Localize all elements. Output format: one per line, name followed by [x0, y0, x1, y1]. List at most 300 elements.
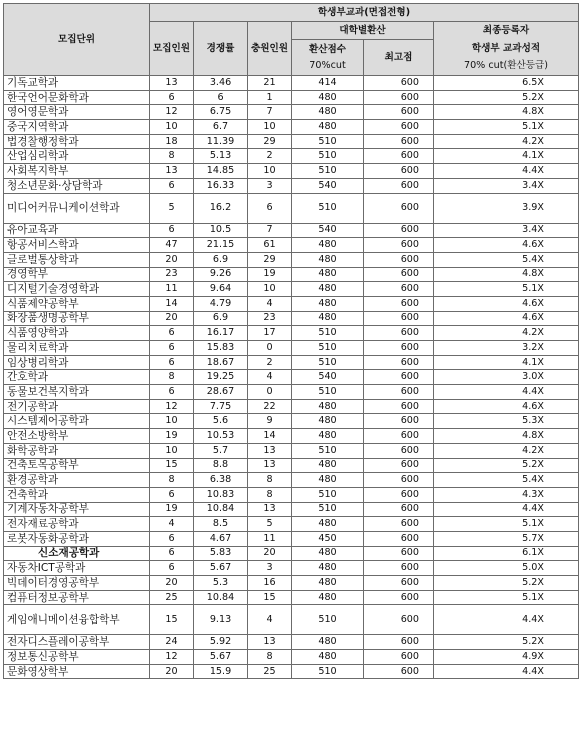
score-cut-cell: 510	[292, 164, 364, 179]
score-cut-cell: 480	[292, 561, 364, 576]
score-cut-cell: 480	[292, 238, 364, 253]
unit-cell: 기독교학과	[4, 76, 150, 91]
table-row	[4, 590, 579, 605]
score-cut-cell: 480	[292, 429, 364, 444]
header-competition: 경쟁률	[194, 22, 248, 76]
score-cut-cell: 480	[292, 252, 364, 267]
max-score-cell: 600	[364, 296, 434, 311]
grade-cell: 5.1X	[434, 282, 579, 297]
grade-cell: 4.2X	[434, 134, 579, 149]
grade-cell: 4.1X	[434, 149, 579, 164]
table-row	[4, 178, 579, 193]
competition-cell: 16.17	[194, 326, 248, 341]
grade-cell: 4.2X	[434, 326, 579, 341]
unit-cell: 유아교육과	[4, 223, 150, 238]
additional-cell: 2	[248, 149, 292, 164]
score-cut-cell: 510	[292, 355, 364, 370]
additional-cell: 1	[248, 90, 292, 105]
score-cut-cell: 480	[292, 296, 364, 311]
recruit-cell: 5	[150, 193, 194, 223]
additional-cell: 10	[248, 282, 292, 297]
recruit-cell: 6	[150, 561, 194, 576]
unit-cell: 사회복지학부	[4, 164, 150, 179]
max-score-cell: 600	[364, 252, 434, 267]
recruit-cell: 19	[150, 429, 194, 444]
competition-cell: 10.5	[194, 223, 248, 238]
admission-results-table	[3, 3, 579, 679]
recruit-cell: 13	[150, 164, 194, 179]
unit-cell: 건축학과	[4, 487, 150, 502]
score-cut-cell: 510	[292, 664, 364, 679]
competition-cell: 5.6	[194, 414, 248, 429]
competition-cell: 9.26	[194, 267, 248, 282]
competition-cell: 8.8	[194, 458, 248, 473]
table-row	[4, 326, 579, 341]
max-score-cell: 600	[364, 429, 434, 444]
unit-cell: 전기공학과	[4, 399, 150, 414]
score-cut-cell: 414	[292, 76, 364, 91]
unit-cell: 신소재공학과	[4, 546, 150, 561]
table-row	[4, 341, 579, 356]
table-row	[4, 635, 579, 650]
table-row	[4, 134, 579, 149]
max-score-cell: 600	[364, 473, 434, 488]
table-row	[4, 149, 579, 164]
score-cut-cell: 480	[292, 282, 364, 297]
table-row	[4, 385, 579, 400]
recruit-cell: 6	[150, 326, 194, 341]
grade-cell: 3.9X	[434, 193, 579, 223]
recruit-cell: 11	[150, 282, 194, 297]
recruit-cell: 6	[150, 341, 194, 356]
max-score-cell: 600	[364, 223, 434, 238]
max-score-cell: 600	[364, 576, 434, 591]
table-row	[4, 164, 579, 179]
grade-cell: 3.4X	[434, 178, 579, 193]
max-score-cell: 600	[364, 546, 434, 561]
recruit-cell: 20	[150, 664, 194, 679]
table-row	[4, 517, 579, 532]
unit-cell: 시스템제어공학과	[4, 414, 150, 429]
recruit-cell: 6	[150, 531, 194, 546]
max-score-cell: 600	[364, 282, 434, 297]
max-score-cell: 600	[364, 149, 434, 164]
max-score-cell: 600	[364, 134, 434, 149]
header-group: 학생부교과(면접전형)	[150, 4, 579, 22]
additional-cell: 3	[248, 561, 292, 576]
recruit-cell: 12	[150, 650, 194, 665]
additional-cell: 61	[248, 238, 292, 253]
recruit-cell: 47	[150, 238, 194, 253]
unit-cell: 환경공학과	[4, 473, 150, 488]
score-cut-cell: 540	[292, 370, 364, 385]
additional-cell: 5	[248, 517, 292, 532]
table-row	[4, 193, 579, 223]
grade-cell: 5.1X	[434, 517, 579, 532]
table-row	[4, 120, 579, 135]
table-row	[4, 238, 579, 253]
competition-cell: 15.9	[194, 664, 248, 679]
additional-cell: 13	[248, 635, 292, 650]
score-cut-cell: 480	[292, 635, 364, 650]
max-score-cell: 600	[364, 664, 434, 679]
score-cut-cell: 480	[292, 311, 364, 326]
max-score-cell: 600	[364, 326, 434, 341]
unit-cell: 식품영양학과	[4, 326, 150, 341]
recruit-cell: 4	[150, 517, 194, 532]
recruit-cell: 24	[150, 635, 194, 650]
recruit-cell: 6	[150, 355, 194, 370]
unit-cell: 화학공학과	[4, 443, 150, 458]
competition-cell: 11.39	[194, 134, 248, 149]
additional-cell: 10	[248, 164, 292, 179]
recruit-cell: 15	[150, 458, 194, 473]
score-cut-cell: 510	[292, 326, 364, 341]
table-row	[4, 650, 579, 665]
unit-cell: 전자재료공학과	[4, 517, 150, 532]
score-cut-cell: 510	[292, 134, 364, 149]
unit-cell: 글로벌통상학과	[4, 252, 150, 267]
additional-cell: 20	[248, 546, 292, 561]
grade-cell: 5.2X	[434, 635, 579, 650]
table-row	[4, 267, 579, 282]
recruit-cell: 19	[150, 502, 194, 517]
grade-cell: 5.7X	[434, 531, 579, 546]
recruit-cell: 8	[150, 370, 194, 385]
score-cut-cell: 510	[292, 502, 364, 517]
recruit-cell: 6	[150, 178, 194, 193]
competition-cell: 7.75	[194, 399, 248, 414]
unit-cell: 문화영상학부	[4, 664, 150, 679]
competition-cell: 15.83	[194, 341, 248, 356]
additional-cell: 22	[248, 399, 292, 414]
grade-cell: 4.1X	[434, 355, 579, 370]
additional-cell: 9	[248, 414, 292, 429]
table-row	[4, 252, 579, 267]
grade-cell: 4.4X	[434, 164, 579, 179]
score-cut-cell: 480	[292, 517, 364, 532]
competition-cell: 6.9	[194, 311, 248, 326]
unit-cell: 청소년문화·상담학과	[4, 178, 150, 193]
table-row	[4, 561, 579, 576]
unit-cell: 디지털기술경영학과	[4, 282, 150, 297]
competition-cell: 16.33	[194, 178, 248, 193]
table-row	[4, 414, 579, 429]
competition-cell: 5.7	[194, 443, 248, 458]
recruit-cell: 25	[150, 590, 194, 605]
unit-cell: 항공서비스학과	[4, 238, 150, 253]
additional-cell: 11	[248, 531, 292, 546]
unit-cell: 전자디스플레이공학부	[4, 635, 150, 650]
max-score-cell: 600	[364, 311, 434, 326]
competition-cell: 14.85	[194, 164, 248, 179]
max-score-cell: 600	[364, 502, 434, 517]
score-cut-cell: 510	[292, 605, 364, 635]
grade-cell: 4.9X	[434, 650, 579, 665]
unit-cell: 임상병리학과	[4, 355, 150, 370]
additional-cell: 3	[248, 178, 292, 193]
header-final: 최종등록자 학생부 교과성적 70% cut(환산등급)	[434, 22, 579, 76]
grade-cell: 6.5X	[434, 76, 579, 91]
unit-cell: 경영학부	[4, 267, 150, 282]
unit-cell: 법경찰행정학과	[4, 134, 150, 149]
recruit-cell: 6	[150, 546, 194, 561]
additional-cell: 7	[248, 223, 292, 238]
additional-cell: 29	[248, 252, 292, 267]
competition-cell: 6.75	[194, 105, 248, 120]
max-score-cell: 600	[364, 561, 434, 576]
max-score-cell: 600	[364, 635, 434, 650]
grade-cell: 5.1X	[434, 590, 579, 605]
competition-cell: 5.67	[194, 561, 248, 576]
competition-cell: 16.2	[194, 193, 248, 223]
score-cut-cell: 480	[292, 458, 364, 473]
unit-cell: 자동차ICT공학과	[4, 561, 150, 576]
unit-cell: 간호학과	[4, 370, 150, 385]
table-row	[4, 546, 579, 561]
grade-cell: 4.6X	[434, 311, 579, 326]
max-score-cell: 600	[364, 105, 434, 120]
max-score-cell: 600	[364, 90, 434, 105]
competition-cell: 5.13	[194, 149, 248, 164]
table-row	[4, 223, 579, 238]
competition-cell: 6.7	[194, 120, 248, 135]
additional-cell: 13	[248, 443, 292, 458]
additional-cell: 23	[248, 311, 292, 326]
additional-cell: 25	[248, 664, 292, 679]
grade-cell: 5.2X	[434, 90, 579, 105]
score-cut-cell: 480	[292, 576, 364, 591]
competition-cell: 8.5	[194, 517, 248, 532]
score-cut-cell: 480	[292, 90, 364, 105]
table-row	[4, 473, 579, 488]
unit-cell: 안전소방학부	[4, 429, 150, 444]
score-cut-cell: 510	[292, 443, 364, 458]
admission-results-table-wrap	[3, 3, 579, 679]
table-row	[4, 90, 579, 105]
recruit-cell: 6	[150, 90, 194, 105]
competition-cell: 9.13	[194, 605, 248, 635]
recruit-cell: 23	[150, 267, 194, 282]
unit-cell: 건축토목공학부	[4, 458, 150, 473]
competition-cell: 5.3	[194, 576, 248, 591]
recruit-cell: 6	[150, 385, 194, 400]
additional-cell: 29	[248, 134, 292, 149]
unit-cell: 물리치료학과	[4, 341, 150, 356]
score-cut-cell: 510	[292, 385, 364, 400]
unit-cell: 로봇자동화공학과	[4, 531, 150, 546]
table-row	[4, 105, 579, 120]
grade-cell: 4.8X	[434, 105, 579, 120]
score-cut-cell: 480	[292, 546, 364, 561]
header-max-score: 최고점	[364, 40, 434, 76]
grade-cell: 4.3X	[434, 487, 579, 502]
table-row	[4, 282, 579, 297]
score-cut-cell: 480	[292, 267, 364, 282]
grade-cell: 4.6X	[434, 238, 579, 253]
grade-cell: 3.4X	[434, 223, 579, 238]
recruit-cell: 6	[150, 487, 194, 502]
recruit-cell: 15	[150, 605, 194, 635]
score-cut-cell: 480	[292, 120, 364, 135]
max-score-cell: 600	[364, 487, 434, 502]
competition-cell: 18.67	[194, 355, 248, 370]
competition-cell: 19.25	[194, 370, 248, 385]
score-cut-cell: 480	[292, 650, 364, 665]
table-row	[4, 370, 579, 385]
grade-cell: 5.1X	[434, 120, 579, 135]
competition-cell: 6.9	[194, 252, 248, 267]
grade-cell: 4.4X	[434, 605, 579, 635]
recruit-cell: 20	[150, 252, 194, 267]
additional-cell: 13	[248, 458, 292, 473]
grade-cell: 4.6X	[434, 399, 579, 414]
score-cut-cell: 480	[292, 590, 364, 605]
recruit-cell: 18	[150, 134, 194, 149]
additional-cell: 0	[248, 341, 292, 356]
additional-cell: 21	[248, 76, 292, 91]
recruit-cell: 13	[150, 76, 194, 91]
unit-cell: 식품제약공학부	[4, 296, 150, 311]
recruit-cell: 20	[150, 311, 194, 326]
max-score-cell: 600	[364, 76, 434, 91]
max-score-cell: 600	[364, 341, 434, 356]
recruit-cell: 8	[150, 473, 194, 488]
table-row	[4, 458, 579, 473]
max-score-cell: 600	[364, 531, 434, 546]
unit-cell: 한국언어문화학과	[4, 90, 150, 105]
grade-cell: 4.2X	[434, 443, 579, 458]
max-score-cell: 600	[364, 178, 434, 193]
competition-cell: 5.67	[194, 650, 248, 665]
table-row	[4, 664, 579, 679]
max-score-cell: 600	[364, 193, 434, 223]
unit-cell: 컴퓨터정보공학부	[4, 590, 150, 605]
header-score-cut: 환산점수 70%cut	[292, 40, 364, 76]
max-score-cell: 600	[364, 370, 434, 385]
max-score-cell: 600	[364, 517, 434, 532]
header-unit: 모집단위	[4, 4, 150, 76]
additional-cell: 0	[248, 385, 292, 400]
additional-cell: 16	[248, 576, 292, 591]
table-row	[4, 605, 579, 635]
competition-cell: 9.64	[194, 282, 248, 297]
header-recruit: 모집인원	[150, 22, 194, 76]
score-cut-cell: 540	[292, 178, 364, 193]
grade-cell: 5.2X	[434, 458, 579, 473]
grade-cell: 3.2X	[434, 341, 579, 356]
grade-cell: 4.4X	[434, 502, 579, 517]
max-score-cell: 600	[364, 355, 434, 370]
competition-cell: 5.92	[194, 635, 248, 650]
additional-cell: 2	[248, 355, 292, 370]
additional-cell: 13	[248, 502, 292, 517]
additional-cell: 4	[248, 605, 292, 635]
header-additional: 충원인원	[248, 22, 292, 76]
unit-cell: 미디어커뮤니케이션학과	[4, 193, 150, 223]
score-cut-cell: 480	[292, 473, 364, 488]
max-score-cell: 600	[364, 590, 434, 605]
table-row	[4, 355, 579, 370]
max-score-cell: 600	[364, 267, 434, 282]
grade-cell: 4.8X	[434, 429, 579, 444]
score-cut-cell: 450	[292, 531, 364, 546]
max-score-cell: 600	[364, 238, 434, 253]
unit-cell: 기계자동차공학부	[4, 502, 150, 517]
max-score-cell: 600	[364, 385, 434, 400]
grade-cell: 4.6X	[434, 296, 579, 311]
grade-cell: 5.3X	[434, 414, 579, 429]
unit-cell: 게임애니메이션융합학부	[4, 605, 150, 635]
competition-cell: 10.84	[194, 590, 248, 605]
recruit-cell: 6	[150, 223, 194, 238]
additional-cell: 14	[248, 429, 292, 444]
recruit-cell: 8	[150, 149, 194, 164]
additional-cell: 4	[248, 370, 292, 385]
table-row	[4, 399, 579, 414]
competition-cell: 10.83	[194, 487, 248, 502]
recruit-cell: 10	[150, 443, 194, 458]
score-cut-cell: 480	[292, 105, 364, 120]
max-score-cell: 600	[364, 399, 434, 414]
grade-cell: 5.0X	[434, 561, 579, 576]
unit-cell: 중국지역학과	[4, 120, 150, 135]
table-row	[4, 531, 579, 546]
competition-cell: 10.53	[194, 429, 248, 444]
score-cut-cell: 510	[292, 149, 364, 164]
score-cut-cell: 480	[292, 414, 364, 429]
max-score-cell: 600	[364, 443, 434, 458]
recruit-cell: 20	[150, 576, 194, 591]
additional-cell: 15	[248, 590, 292, 605]
table-row	[4, 311, 579, 326]
max-score-cell: 600	[364, 458, 434, 473]
competition-cell: 28.67	[194, 385, 248, 400]
table-row	[4, 429, 579, 444]
unit-cell: 빅데이터경영공학부	[4, 576, 150, 591]
additional-cell: 10	[248, 120, 292, 135]
competition-cell: 5.83	[194, 546, 248, 561]
competition-cell: 3.46	[194, 76, 248, 91]
additional-cell: 8	[248, 650, 292, 665]
max-score-cell: 600	[364, 650, 434, 665]
additional-cell: 17	[248, 326, 292, 341]
additional-cell: 8	[248, 487, 292, 502]
header-univ: 대학별환산	[292, 22, 434, 40]
unit-cell: 화장품생명공학부	[4, 311, 150, 326]
recruit-cell: 14	[150, 296, 194, 311]
unit-cell: 영어영문학과	[4, 105, 150, 120]
score-cut-cell: 510	[292, 341, 364, 356]
competition-cell: 21.15	[194, 238, 248, 253]
max-score-cell: 600	[364, 605, 434, 635]
grade-cell: 4.4X	[434, 664, 579, 679]
table-row	[4, 76, 579, 91]
score-cut-cell: 540	[292, 223, 364, 238]
table-row	[4, 576, 579, 591]
competition-cell: 6	[194, 90, 248, 105]
max-score-cell: 600	[364, 164, 434, 179]
competition-cell: 6.38	[194, 473, 248, 488]
additional-cell: 4	[248, 296, 292, 311]
grade-cell: 4.4X	[434, 385, 579, 400]
recruit-cell: 10	[150, 120, 194, 135]
grade-cell: 4.8X	[434, 267, 579, 282]
additional-cell: 7	[248, 105, 292, 120]
competition-cell: 10.84	[194, 502, 248, 517]
table-row	[4, 502, 579, 517]
recruit-cell: 10	[150, 414, 194, 429]
